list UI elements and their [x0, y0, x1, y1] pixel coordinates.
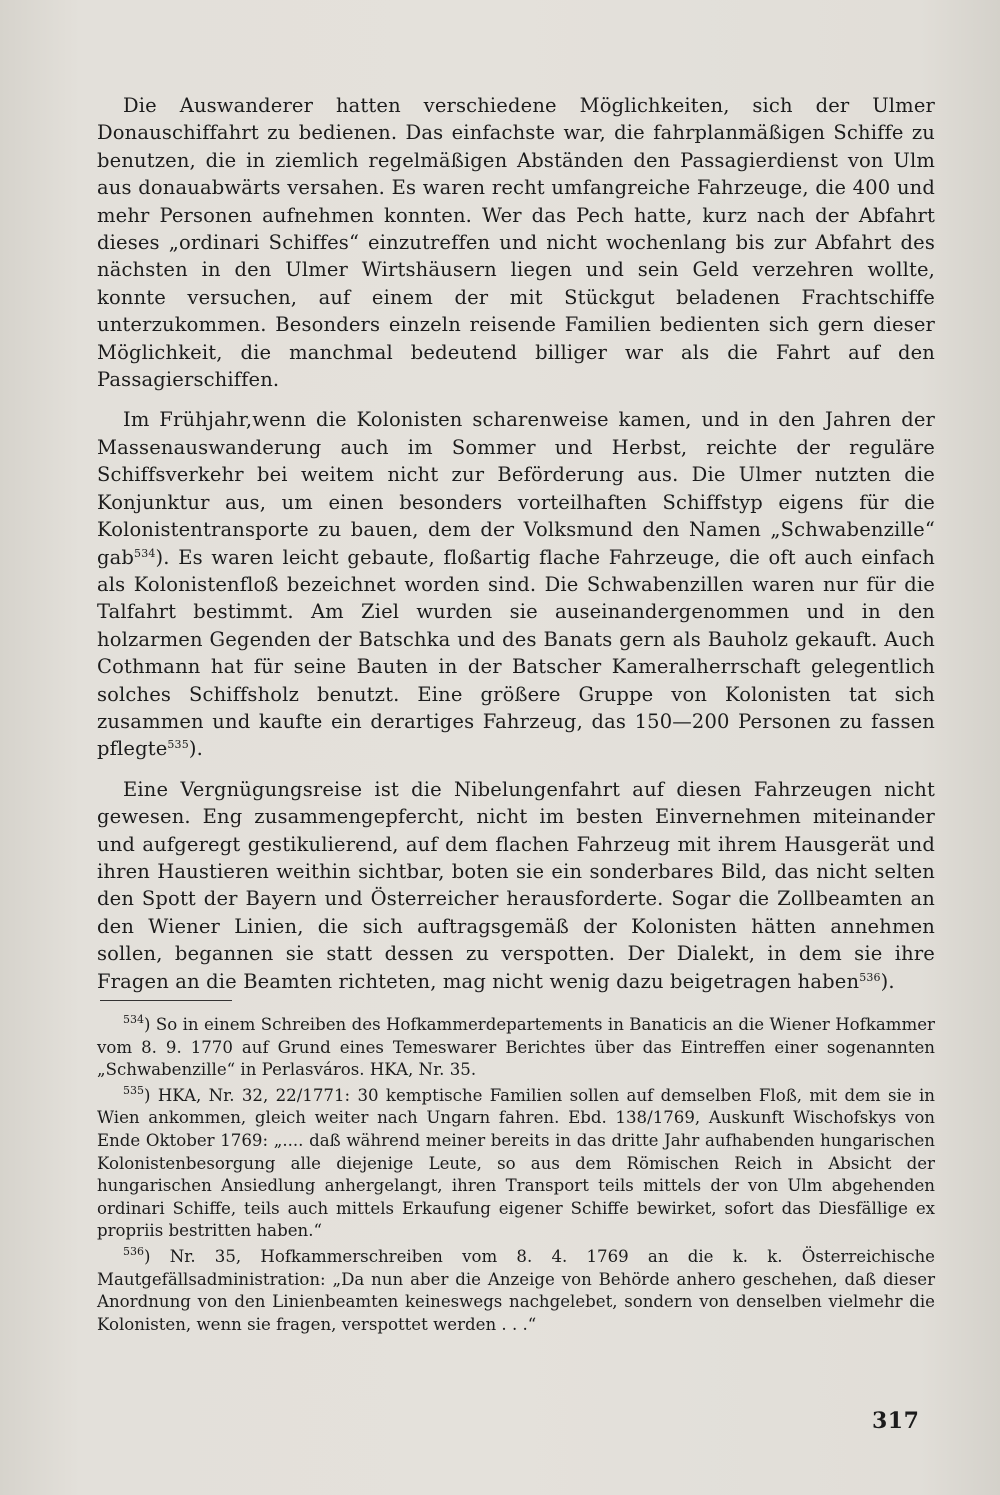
- paragraph-3: [97, 776, 935, 995]
- footnote-text: ) Nr. 35, Hofkammerschreiben vom 8. 4. 1769 an die k. k. Österreichische Mautgefällsadministration: „Da nun aber die Anzeige von Behörde anhero geschehen, daß dieser Anordnung von den Linienbeamten keineswegs nachgelebet, sondern von denselben vielmehr die Kolonisten, wenn sie fragen, verspottet werden . . .“: [97, 1246, 935, 1334]
- footnote-number: 536: [123, 1244, 144, 1258]
- paragraph-3-text-end: ).: [880, 969, 895, 993]
- footnote-536: [97, 1246, 935, 1336]
- paragraph-2-text-cont: ). Es waren leicht gebaute, floßartig flache Fahrzeuge, die oft auch einfach als Kolonistenfloß bezeichnet worden sind. Die Schwabenzillen waren nur für die Talfahrt bestimmt. Am Ziel wurden sie auseinandergenommen und in den holzarmen Gegenden der Batschka und des Banats gern als Bauholz gekauft. Auch Cothmann hat für seine Bauten in der Batscher Kameralherrschaft gelegentlich solches Schiffsholz benutzt. Eine größere Gruppe von Kolonisten tat sich zusammen und kaufte ein derartiges Fahrzeug, das 150—200 Personen zu fassen pflegte: [97, 545, 935, 761]
- paragraph-2-text: Im Frühjahr,wenn die Kolonisten scharenweise kamen, und in den Jahren der Massenauswanderung auch im Sommer und Herbst, reichte der reguläre Schiffsverkehr bei weitem nicht zur Beförderung aus. Die Ulmer nutzten die Konjunktur aus, um einen besonders vorteilhaften Schiffstyp eigens für die Kolonistentransporte zu bauen, dem der Volksmund den Namen „Schwabenzille“ gab: [97, 408, 935, 569]
- paragraph-1-text: Die Auswanderer hatten verschiedene Möglichkeiten, sich der Ulmer Donauschiffahrt zu bedienen. Das einfachste war, die fahrplanmäßigen Schiffe zu benutzen, die in ziemlich regelmäßigen Abständen den Passagierdienst von Ulm aus donauabwärts versahen. Es waren recht umfangreiche Fahrzeuge, die 400 und mehr Personen aufnehmen konnten. Wer das Pech hatte, kurz nach der Abfahrt dieses „ordinari Schiffes“ einzutreffen und nicht wochenlang bis zur Abfahrt des nächsten in den Ulmer Wirtshäusern liegen und sein Geld verzehren wollte, konnte versuchen, auf einem der mit Stückgut beladenen Frachtschiffe unterzukommen. Besonders einzeln reisende Familien bedienten sich gern dieser Möglichkeit, die manchmal bedeutend billiger war als die Fahrt auf den Passagierschiffen.: [97, 94, 935, 392]
- paragraph-2-text-end: ).: [188, 737, 203, 761]
- footnote-ref-535[interactable]: 535: [167, 738, 189, 752]
- footnote-ref-536[interactable]: 536: [859, 970, 881, 984]
- footnote-535: [97, 1085, 935, 1243]
- paragraph-1: [97, 92, 935, 393]
- main-text: [97, 92, 935, 1008]
- footnote-divider: [100, 1000, 232, 1001]
- footnote-534: [97, 1014, 935, 1082]
- footnote-text: ) So in einem Schreiben des Hofkammerdepartements in Banaticis an die Wiener Hofkammer vom 8. 9. 1770 auf Grund eines Temeswarer Berichtes über das Eintreffen einer sogenannten „Schwabenzille“ in Perlasváros. HKA, Nr. 35.: [97, 1015, 935, 1080]
- footnote-text: ) HKA, Nr. 32, 22/1771: 30 kemptische Familien sollen auf demselben Floß, mit dem sie in Wien ankommen, gleich weiter nach Ungarn fahren. Ebd. 138/1769, Auskunft Wischofskys von Ende Oktober 1769: „.... daß während meiner bereits in das dritte Jahr aufhabenden hungarischen Kolonistenbesorgung alle diejenige Leute, so aus dem Römischen Reich in Absicht der hungarischen Ansiedlung anhergelangt, ihren Transport teils mittels der von Ulm abgehenden ordinari Schiffe, teils auch mittels Erkaufung eigener Schiffe bewirket, sofort das Diesfällige ex propriis bestritten haben.“: [97, 1085, 935, 1241]
- footnotes: [97, 1014, 935, 1339]
- page-number: 317: [872, 1408, 920, 1434]
- footnote-ref-534[interactable]: 534: [134, 546, 156, 560]
- paragraph-2: [97, 406, 935, 762]
- footnote-number: 535: [123, 1083, 144, 1097]
- footnote-number: 534: [123, 1013, 144, 1026]
- paragraph-3-text: Eine Vergnügungsreise ist die Nibelungenfahrt auf diesen Fahrzeugen nicht gewesen. Eng zusammengepfercht, nicht im besten Einvernehmen miteinander und aufgeregt gestikulierend, auf dem flachen Fahrzeug mit ihrem Hausgerät und ihren Haustieren weithin sichtbar, boten sie ein sonderbares Bild, das nicht selten den Spott der Bayern und Österreicher herausforderte. Sogar die Zollbeamten an den Wiener Linien, die sich auftragsgemäß der Kolonisten hätten annehmen sollen, begannen sie statt dessen zu verspotten. Der Dialekt, in dem sie ihre Fragen an die Beamten richteten, mag nicht wenig dazu beigetragen haben: [97, 777, 935, 993]
